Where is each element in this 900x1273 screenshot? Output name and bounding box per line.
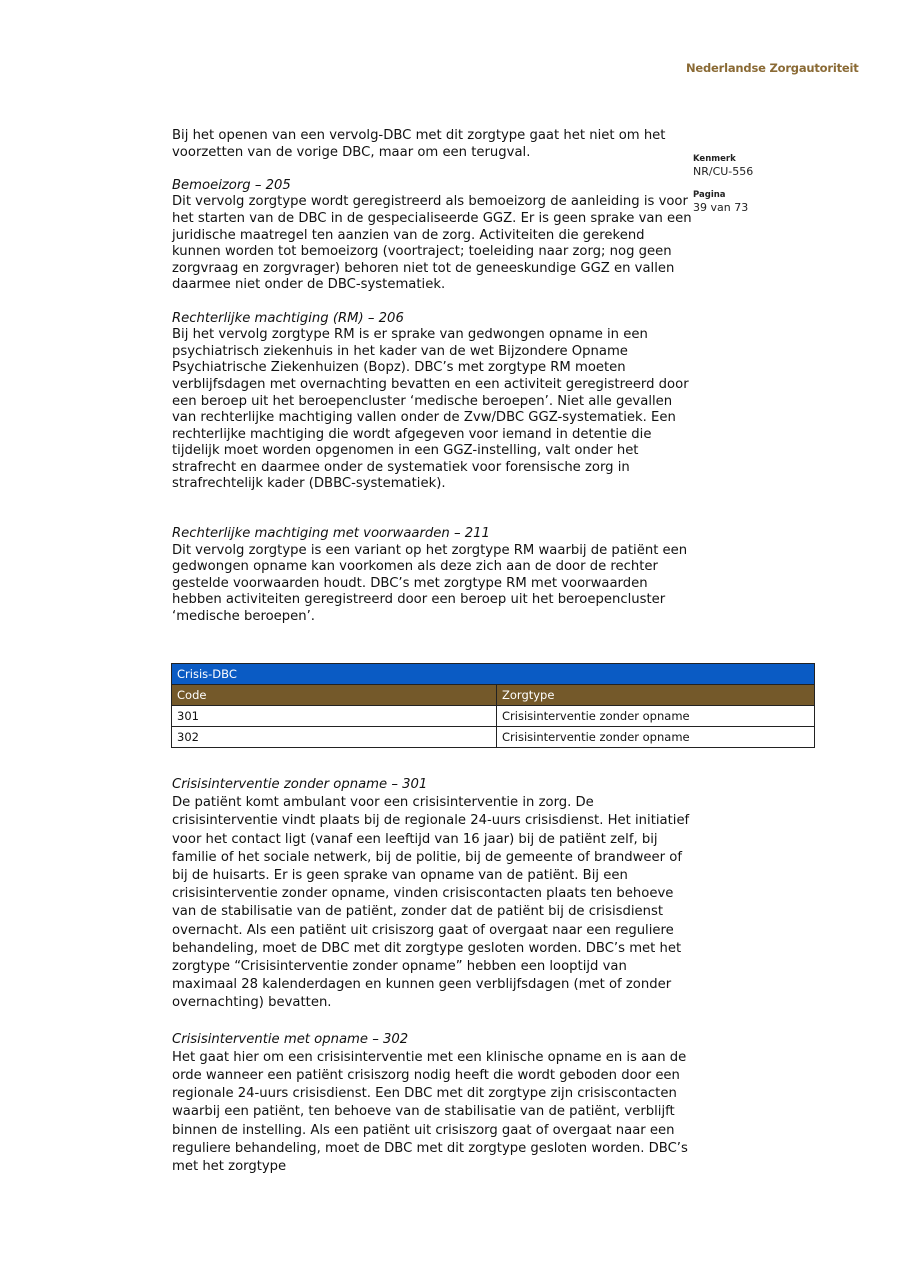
table-title: Crisis-DBC: [172, 664, 815, 685]
section-body: Bij het vervolg zorgtype RM is er sprake van gedwongen opname in een psychiatrisch ziekenhuis in het kader van de wet Bijzondere Opname Psychiatrische Ziekenhuizen (Bopz). DBC’s met zorgtype RM moeten verblijfsdagen met overnachting bevatten en een activiteit geregistreerd door een beroep uit het beroepencluster ‘medische beroepen’. Niet alle gevallen van rechterlijke machtiging vallen onder de Zvw/DBC GGZ-systematiek. Een rechterlijke machtiging die wordt afgegeven voor iemand in detentie die tijdelijk moet worden opgenomen in een GGZ-instelling, valt onder het strafrecht en daarmee onder de systematiek voor forensische zorg in strafrechtelijk kader (DBBC-systematiek).: [172, 327, 689, 492]
section-body: De patiënt komt ambulant voor een crisisinterventie in zorg. De crisisinterventie vindt plaats bij de regionale 24-uurs crisisdienst. Het initiatief voor het contact ligt (vanaf een leeftijd van 16 jaar) bij de patiënt zelf, bij familie of het sociale netwerk, bij de politie, bij de gemeente of brandweer of bij de huisarts. Er is geen sprake van opname van de patiënt. Bij een crisisinterventie zonder opname, vinden crisiscontacten plaats ten behoeve van de stabilisatie van de patiënt, zonder dat de patiënt bij de crisisdienst overnacht. Als een patiënt uit crisiszorg gaat of overgaat naar een reguliere behandeling, moet de DBC met dit zorgtype gesloten worden. DBC’s met het zorgtype “Crisisinterventie zonder opname” hebben een looptijd van maximaal 28 kalenderdagen en kunnen geen verblijfsdagen (met of zonder overnachting) bevatten.: [172, 795, 690, 1011]
document-body-bottom: [172, 776, 692, 1176]
section-body: Bij het openen van een vervolg-DBC met dit zorgtype gaat het niet om het voorzetten van de vorige DBC, maar om een terugval.: [172, 128, 666, 160]
section-body: Het gaat hier om een crisisinterventie met een klinische opname en is aan de orde wanneer een patiënt crisiszorg nodig heeft die wordt geboden door een regionale 24-uurs crisisdienst. Een DBC met dit zorgtype zijn crisiscontacten waarbij een patiënt, ten behoeve van de stabilisatie van de patiënt, verblijft binnen de instelling. Als een patiënt uit crisiszorg gaat of overgaat naar een reguliere behandeling, moet de DBC met dit zorgtype gesloten worden. DBC’s met het zorgtype: [172, 1049, 688, 1175]
crisis-dbc-table: [171, 663, 815, 748]
section-intro: [172, 128, 692, 161]
column-header-code: Code: [172, 685, 497, 706]
cell-code: 301: [172, 706, 497, 727]
cell-code: 302: [172, 727, 497, 748]
meta-pagina: [693, 190, 748, 214]
section-body: Dit vervolg zorgtype wordt geregistreerd als bemoeizorg de aanleiding is voor het starten van de DBC in de gespecialiseerde GGZ. Er is geen sprake van een juridische maatregel ten aanzien van de zorg. Activiteiten die gerekend kunnen worden tot bemoeizorg (voortraject; toeleiding naar zorg; nog geen zorgvraag en zorgvrager) behoren niet tot de geneeskundige GGZ en vallen daarmee niet onder de DBC-systematiek.: [172, 194, 692, 293]
cell-zorgtype: Crisisinterventie zonder opname: [497, 727, 815, 748]
kenmerk-value: NR/CU-556: [693, 165, 754, 178]
table-row: [172, 727, 815, 748]
section-bemoeizorg: [172, 178, 692, 294]
column-header-zorgtype: Zorgtype: [497, 685, 815, 706]
section-rm: [172, 311, 692, 494]
pagina-value: 39 van 73: [693, 201, 749, 214]
section-rm-voorwaarden: [172, 526, 692, 626]
section-302: [172, 1031, 692, 1177]
table-title-row: [172, 664, 815, 685]
pagina-label: Pagina: [693, 190, 726, 200]
cell-zorgtype: Crisisinterventie zonder opname: [497, 706, 815, 727]
section-heading: Crisisinterventie zonder opname – 301: [172, 777, 428, 792]
section-body: Dit vervolg zorgtype is een variant op het zorgtype RM waarbij de patiënt een gedwongen opname kan voorkomen als deze zich aan de door de rechter gestelde voorwaarden houdt. DBC’s met zorgtype RM met voorwaarden hebben activiteiten geregistreerd door een beroep uit het beroepencluster ‘medische beroepen’.: [172, 542, 688, 625]
section-heading: Bemoeizorg – 205: [172, 177, 291, 193]
section-heading: Crisisinterventie met opname – 302: [172, 1031, 409, 1047]
organization-name: Nederlandse Zorgautoriteit: [686, 61, 859, 75]
table-header-row: [172, 685, 815, 706]
meta-kenmerk: [693, 154, 753, 178]
document-body-top: [172, 128, 692, 642]
section-heading: Rechterlijke machtiging (RM) – 206: [172, 310, 404, 326]
section-301: [172, 776, 692, 1013]
kenmerk-label: Kenmerk: [693, 154, 736, 164]
section-heading: Rechterlijke machtiging met voorwaarden – 211: [172, 526, 490, 542]
table-row: [172, 706, 815, 727]
